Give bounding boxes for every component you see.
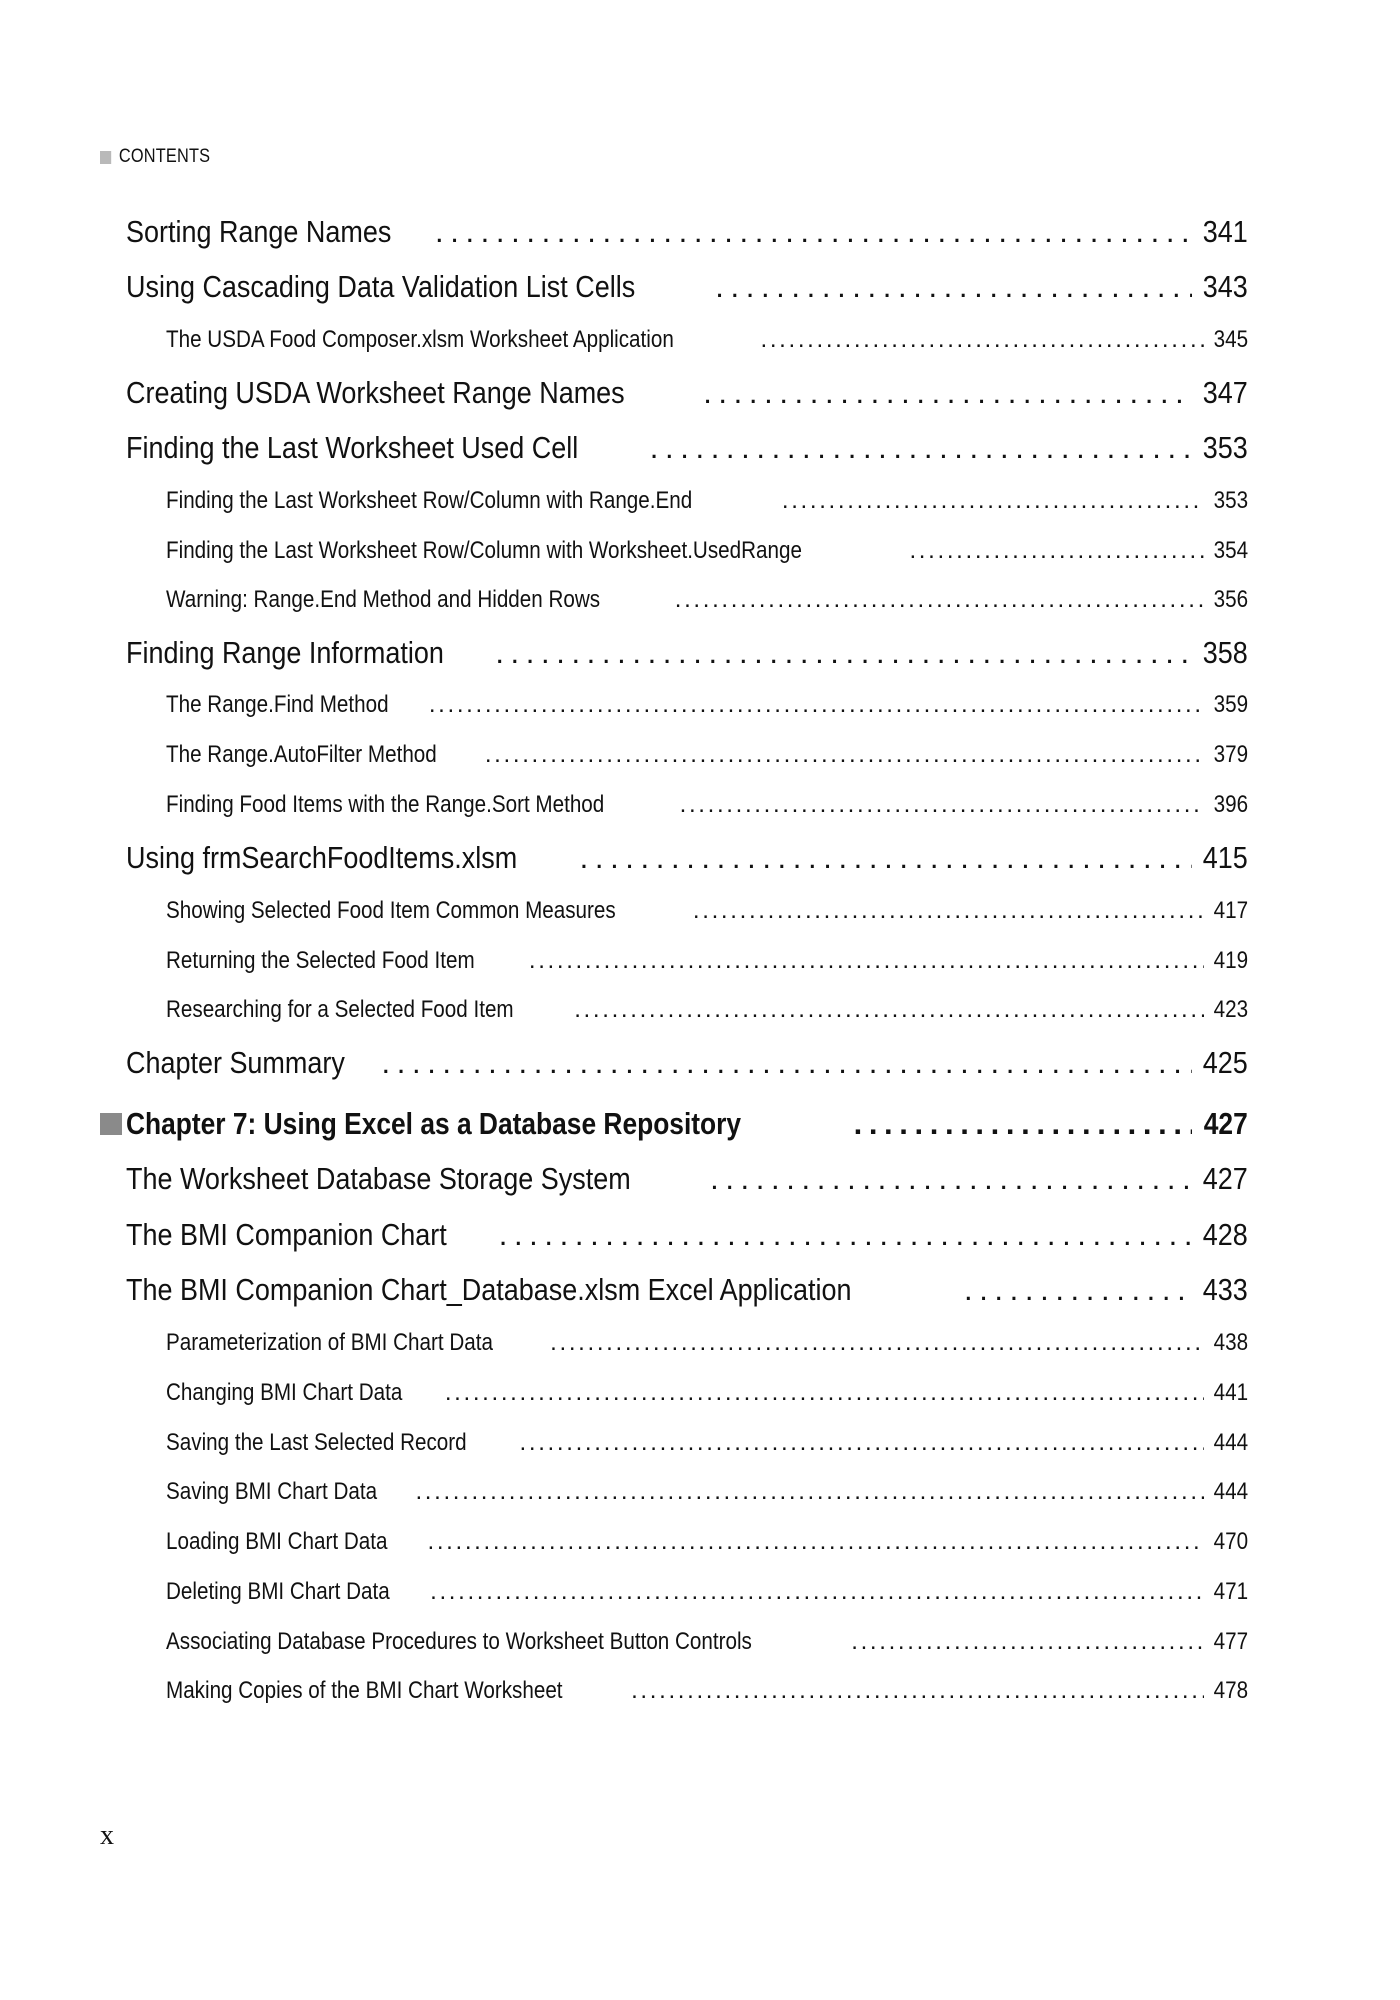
toc-entry-page: 428	[1202, 1217, 1248, 1252]
toc-subentry-title: The Range.AutoFilter Method	[166, 741, 437, 768]
toc-subentry[interactable]	[166, 486, 1248, 516]
toc-leader	[495, 634, 1192, 672]
toc-subentry[interactable]	[166, 1477, 1248, 1507]
toc-entry[interactable]	[126, 839, 1248, 877]
toc-subentry-title: Saving the Last Selected Record	[166, 1429, 467, 1456]
toc-leader	[693, 896, 1204, 926]
toc-subentry[interactable]	[166, 1428, 1248, 1458]
toc-leader	[550, 1328, 1204, 1358]
toc-entry-title: Sorting Range Names	[126, 214, 392, 249]
toc-subentry-title: Deleting BMI Chart Data	[166, 1578, 390, 1605]
toc-leader	[382, 1044, 1193, 1082]
toc-subentry-page: 438	[1213, 1329, 1248, 1356]
toc-subentry[interactable]	[166, 325, 1248, 355]
toc-subentry-page: 379	[1213, 741, 1248, 768]
toc-entry-page: 343	[1202, 269, 1248, 304]
toc-subentry[interactable]	[166, 1527, 1248, 1557]
toc-subentry[interactable]	[166, 1627, 1248, 1657]
toc-subentry[interactable]	[166, 1328, 1248, 1358]
toc-entry-title: Using frmSearchFoodItems.xlsm	[126, 840, 518, 875]
toc-subentry-title: Finding the Last Worksheet Row/Column with Range.End	[166, 487, 693, 514]
toc-leader	[715, 268, 1192, 306]
toc-subentry-title: Loading BMI Chart Data	[166, 1528, 388, 1555]
toc-subentry[interactable]	[166, 896, 1248, 926]
toc-subentry[interactable]	[166, 740, 1248, 770]
toc-entry-page: 415	[1202, 840, 1248, 875]
toc-subentry-title: Saving BMI Chart Data	[166, 1478, 378, 1505]
toc-subentry-title: The USDA Food Composer.xlsm Worksheet Application	[166, 326, 674, 353]
toc-leader	[520, 1428, 1204, 1458]
toc-leader	[854, 1105, 1193, 1143]
running-head-label: CONTENTS	[118, 146, 211, 167]
toc-subentry-page: 353	[1213, 487, 1248, 514]
toc-leader	[782, 486, 1204, 516]
toc-subentry[interactable]	[166, 585, 1248, 615]
toc-subentry-page: 477	[1213, 1628, 1248, 1655]
toc-entry[interactable]	[126, 1216, 1248, 1254]
toc-subentry-page: 396	[1213, 791, 1248, 818]
toc-entry-title: Using Cascading Data Validation List Cells	[126, 269, 636, 304]
toc-subentry[interactable]	[166, 1676, 1248, 1706]
toc-entry[interactable]	[126, 1271, 1248, 1309]
toc-subentry-page: 354	[1213, 537, 1248, 564]
toc-leader	[675, 585, 1204, 615]
toc-leader	[631, 1676, 1204, 1706]
toc-subentry-title: Researching for a Selected Food Item	[166, 996, 514, 1023]
toc-entry-title: Finding the Last Worksheet Used Cell	[126, 430, 579, 465]
toc-subentry-title: Making Copies of the BMI Chart Worksheet	[166, 1677, 563, 1704]
toc-subentry-title: The Range.Find Method	[166, 691, 389, 718]
toc-subentry[interactable]	[166, 536, 1248, 566]
toc-subentry[interactable]	[166, 1577, 1248, 1607]
toc-leader	[435, 213, 1192, 251]
toc-entry-page: 347	[1202, 375, 1248, 410]
toc-subentry-title: Finding Food Items with the Range.Sort Method	[166, 791, 605, 818]
toc-entry-title: The BMI Companion Chart_Database.xlsm Excel Application	[126, 1272, 852, 1307]
toc-leader	[851, 1627, 1204, 1657]
toc-leader	[760, 325, 1203, 355]
toc-entry-title: The BMI Companion Chart	[126, 1217, 447, 1252]
toc-entry-title: Chapter Summary	[126, 1045, 345, 1080]
toc-leader	[580, 839, 1193, 877]
toc-leader	[650, 429, 1192, 467]
toc-entry[interactable]	[126, 634, 1248, 672]
toc-entry-page: 425	[1202, 1045, 1248, 1080]
toc-subentry-page: 444	[1213, 1429, 1248, 1456]
toc-entry-title: Finding Range Information	[126, 635, 444, 670]
chapter-square-icon	[100, 1113, 122, 1135]
toc-subentry-page: 423	[1213, 996, 1248, 1023]
toc-subentry-title: Finding the Last Worksheet Row/Column with Worksheet.UsedRange	[166, 537, 802, 564]
toc-entry-page: 433	[1202, 1272, 1248, 1307]
toc-leader	[415, 1477, 1204, 1507]
toc-entry[interactable]	[126, 213, 1248, 251]
toc-subentry[interactable]	[166, 995, 1248, 1025]
toc-subentry-page: 356	[1213, 586, 1248, 613]
toc-subentry[interactable]	[166, 946, 1248, 976]
toc-subentry-page: 359	[1213, 691, 1248, 718]
toc-subentry-page: 417	[1213, 897, 1248, 924]
toc-subentry-title: Associating Database Procedures to Worksheet Button Controls	[166, 1628, 752, 1655]
toc-subentry-title: Warning: Range.End Method and Hidden Rows	[166, 586, 601, 613]
toc-subentry-page: 444	[1213, 1478, 1248, 1505]
running-head-square-icon	[100, 151, 111, 164]
toc-entry-page: 353	[1202, 430, 1248, 465]
toc-subentry-page: 419	[1213, 947, 1248, 974]
toc-entry[interactable]	[126, 429, 1248, 467]
toc-leader	[680, 790, 1204, 820]
toc-entry-page: 341	[1202, 214, 1248, 249]
toc-chapter-entry[interactable]	[100, 1105, 1248, 1143]
toc-subentry-title: Parameterization of BMI Chart Data	[166, 1329, 493, 1356]
toc-subentry[interactable]	[166, 1378, 1248, 1408]
toc-leader	[574, 995, 1204, 1025]
toc-subentry-page: 470	[1213, 1528, 1248, 1555]
page-number: x	[100, 1820, 114, 1851]
toc-entry-title: Creating USDA Worksheet Range Names	[126, 375, 625, 410]
toc-leader	[964, 1271, 1192, 1309]
toc-entry[interactable]	[126, 268, 1248, 306]
running-head	[100, 146, 210, 168]
toc-leader	[703, 374, 1192, 412]
toc-subentry[interactable]	[166, 790, 1248, 820]
toc-leader	[427, 1527, 1203, 1557]
toc-entry[interactable]	[126, 374, 1248, 412]
toc-leader	[710, 1160, 1192, 1198]
toc-subentry-title: Showing Selected Food Item Common Measures	[166, 897, 616, 924]
toc-leader	[909, 536, 1203, 566]
toc-subentry-page: 478	[1213, 1677, 1248, 1704]
toc-subentry-page: 471	[1213, 1578, 1248, 1605]
toc-leader	[529, 946, 1204, 976]
toc-leader	[430, 1577, 1204, 1607]
toc-entry-page: 427	[1202, 1161, 1248, 1196]
toc-chapter-title: Chapter 7: Using Excel as a Database Repository	[126, 1106, 742, 1141]
toc-entry-title: The Worksheet Database Storage System	[126, 1161, 631, 1196]
toc-subentry-page: 345	[1213, 326, 1248, 353]
toc-entry[interactable]	[126, 1044, 1248, 1082]
toc-subentry-title: Changing BMI Chart Data	[166, 1379, 403, 1406]
toc-subentry[interactable]	[166, 690, 1248, 720]
toc-subentry-page: 441	[1213, 1379, 1248, 1406]
toc-entry-page: 358	[1202, 635, 1248, 670]
toc-leader	[485, 740, 1204, 770]
toc-chapter-page: 427	[1204, 1106, 1248, 1141]
toc-leader	[499, 1216, 1193, 1254]
toc-leader	[445, 1378, 1204, 1408]
toc-subentry-title: Returning the Selected Food Item	[166, 947, 475, 974]
toc-leader	[429, 690, 1204, 720]
toc-entry[interactable]	[126, 1160, 1248, 1198]
